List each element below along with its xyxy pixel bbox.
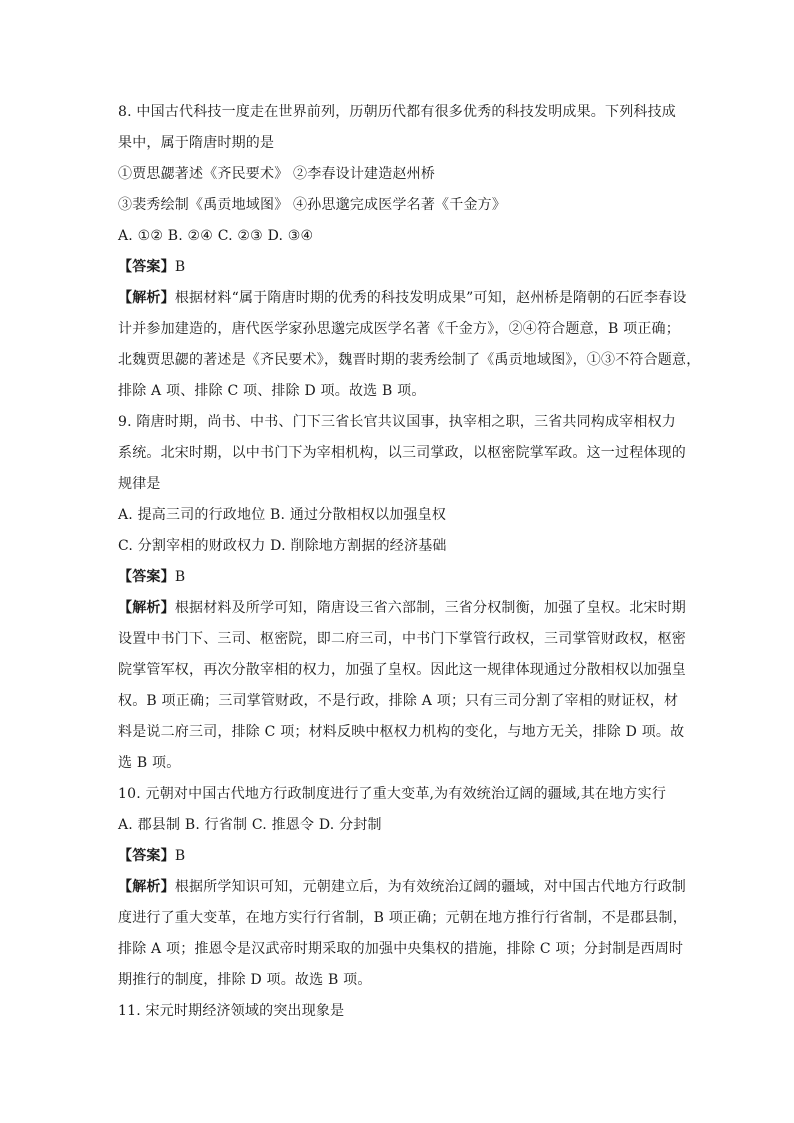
analysis-text: 排除 A 项；推恩令是汉武帝时期采取的加强中央集权的措施，排除 C 项；分封制是西周时 <box>118 941 684 957</box>
analysis-text: 权。B 项正确；三司掌管财政，不是行政，排除 A 项；只有三司分割了宰相的财证权，材 <box>118 693 679 709</box>
answer-choices: A. ①② B. ②④ C. ②③ D. ③④ <box>118 228 314 244</box>
answer-choices: A. 郡县制 B. 行省制 C. 推恩令 D. 分封制 <box>118 817 382 833</box>
question-8 <box>118 97 701 407</box>
analysis-label: 【解析】 <box>118 879 175 895</box>
question-11 <box>118 996 678 1027</box>
analysis-text: 根据材料“属于隋唐时期的优秀的科技发明成果”可知，赵州桥是隋朝的石匠李春设 <box>174 290 687 306</box>
analysis-line <box>118 593 687 624</box>
analysis-text: 排除 A 项、排除 C 项、排除 D 项。故选 B 项。 <box>118 383 426 399</box>
question-text: 11. 宋元时期经济领域的突出现象是 <box>118 1003 345 1019</box>
answer-value: B <box>174 569 186 585</box>
answer-line <box>118 562 678 593</box>
answer-label: 【答案】 <box>118 259 175 275</box>
analysis-label: 【解析】 <box>118 600 175 616</box>
question-text: 9. 隋唐时期，尚书、中书、门下三省长官共议国事，执宰相之职，三省共同构成宰相权力 <box>118 414 677 430</box>
question-text: 规律是 <box>118 476 161 492</box>
document-page <box>118 97 701 1027</box>
question-10 <box>118 779 687 996</box>
analysis-text: 计并参加建造的，唐代医学家孙思邈完成医学名著《千金方》，②④符合题意，B 项正确； <box>118 321 680 337</box>
statement-options: ①贾思勰著述《齐民要术》 ②李春设计建造赵州桥 <box>118 166 436 182</box>
answer-choices: A. 提高三司的行政地位 B. 通过分散相权以加强皇权 <box>118 507 447 523</box>
answer-value: B <box>174 848 186 864</box>
analysis-text: 设置中书门下、三司、枢密院，即二府三司，中书门下掌管行政权，三司掌管财政权，枢密 <box>118 631 686 647</box>
answer-line <box>118 252 678 283</box>
question-text: 果中，属于隋唐时期的是 <box>118 135 275 151</box>
answer-value: B <box>174 259 186 275</box>
analysis-text: 度进行了重大变革，在地方实行行省制，B 项正确；元朝在地方推行行省制，不是郡县制， <box>118 910 687 926</box>
answer-choices: C. 分割宰相的财政权力 D. 削除地方割据的经济基础 <box>118 538 447 554</box>
analysis-text: 根据材料及所学可知，隋唐设三省六部制，三省分权制衡，加强了皇权。北宋时期 <box>174 600 687 616</box>
answer-label: 【答案】 <box>118 848 175 864</box>
analysis-text: 北魏贾思勰的著述是《齐民要术》，魏晋时期的裴秀绘制了《禹贡地域图》，①③不符合题意， <box>118 352 701 368</box>
analysis-label: 【解析】 <box>118 290 175 306</box>
question-text: 8. 中国古代科技一度走在世界前列，历朝历代都有很多优秀的科技发明成果。下列科技成 <box>118 104 677 120</box>
analysis-text: 料是说二府三司，排除 C 项；材料反映中枢权力机构的变化，与地方无关，排除 D 项。故 <box>118 724 685 740</box>
question-9 <box>118 407 687 779</box>
analysis-line <box>118 283 687 314</box>
analysis-text: 期推行的制度，排除 D 项。故选 B 项。 <box>118 972 372 988</box>
question-text: 系统。北宋时期，以中书门下为宰相机构，以三司掌政，以枢密院掌军政。这一过程体现的 <box>118 445 686 461</box>
analysis-text: 选 B 项。 <box>118 755 181 771</box>
question-text: 10. 元朝对中国古代地方行政制度进行了重大变革,为有效统治辽阔的疆域,其在地方实行 <box>118 786 667 802</box>
answer-label: 【答案】 <box>118 569 175 585</box>
answer-line <box>118 841 678 872</box>
analysis-text: 根据所学知识可知，元朝建立后，为有效统治辽阔的疆域，对中国古代地方行政制 <box>174 879 687 895</box>
analysis-line <box>118 872 687 903</box>
analysis-text: 院掌管军权，再次分散宰相的权力，加强了皇权。因此这一规律体现通过分散相权以加强皇 <box>118 662 686 678</box>
statement-options: ③裴秀绘制《禹贡地域图》 ④孙思邈完成医学名著《千金方》 <box>118 197 507 213</box>
